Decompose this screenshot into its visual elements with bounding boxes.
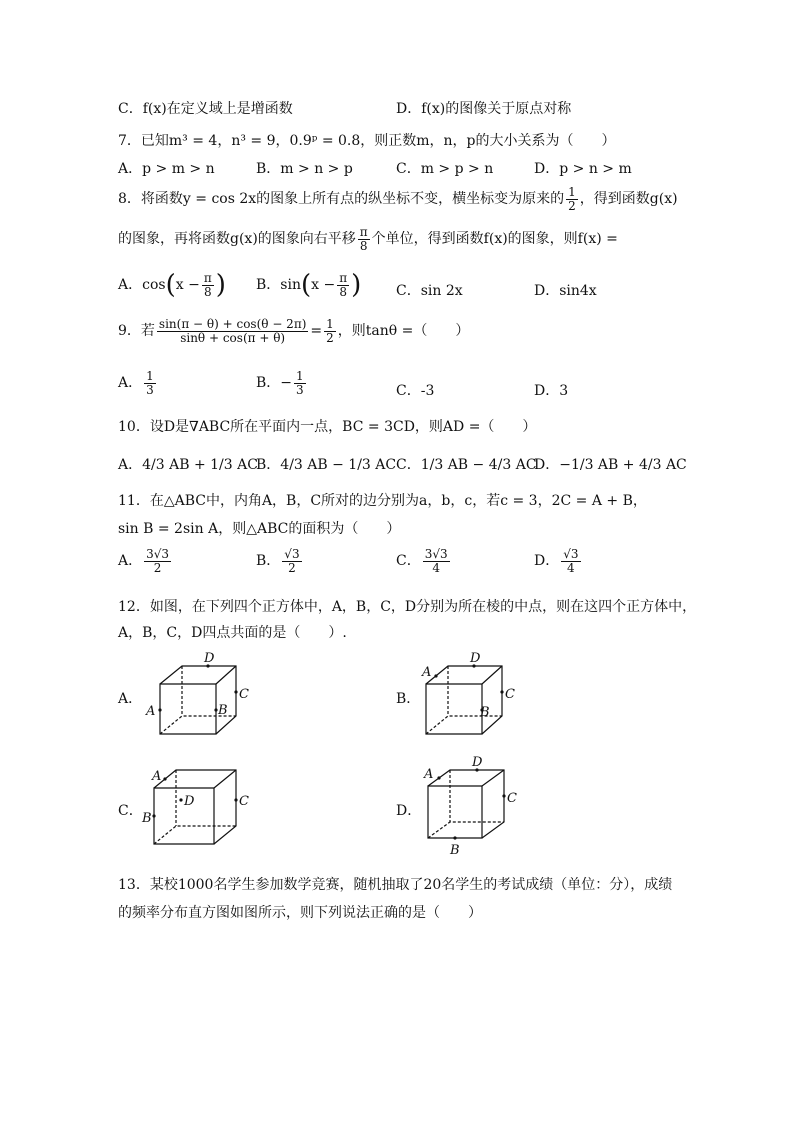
q11-option-d: D． $\frac{√3}{4}$: [534, 547, 579, 575]
q9-option-c: C．-3: [396, 383, 435, 399]
q7-option-c: C．m > p > n: [396, 161, 494, 177]
cube-c-point-a: A: [152, 769, 162, 784]
q12-option-c-label: C．: [118, 803, 143, 819]
cube-a-point-a: A: [146, 704, 156, 719]
cube-d-point-d: D: [472, 755, 483, 770]
q9-option-d: D．3: [534, 383, 569, 399]
q12-stem-line1: 12．如图，在下列四个正方体中，A，B，C，D分别为所在棱的中点，则在这四个正方体中，: [118, 599, 697, 615]
cube-figure-c: [140, 758, 260, 858]
q10-option-b: B．4/3 AB − 1/3 AC: [256, 457, 397, 473]
q8-option-a: A．cos(x − $\frac{\pi}{8}$ ): [118, 270, 226, 300]
cube-figure-b: [416, 648, 536, 748]
q8-stem-line1: 8．将函数y = cos 2x的图象上所有点的纵坐标不变，横坐标变为原来的 $\frac{1}{2}$ ，得到函数g(x): [118, 185, 678, 213]
cube-d-point-a: A: [424, 767, 434, 782]
cube-c-point-d: D: [184, 794, 195, 809]
cube-c-point-c: C: [239, 794, 249, 809]
cube-b-point-d: D: [470, 651, 481, 666]
q8-fraction-pi8: $\frac{\pi}{8}$: [359, 225, 368, 253]
q12-option-b-label: B．: [396, 691, 421, 707]
q12-option-a-label: A．: [118, 691, 143, 707]
cube-figure-d: [416, 750, 536, 860]
q6-option-d: D．f(x)的图像关于原点对称: [396, 101, 572, 117]
q8-option-d: D．sin4x: [534, 283, 597, 299]
q7-option-a: A．p > m > n: [118, 161, 215, 177]
q8-fraction-half: $\frac{1}{2}$: [568, 185, 576, 213]
q11-stem-line2: sin B = 2sin A，则△ABC的面积为（ ）: [118, 521, 401, 537]
q10-option-d: D．−1/3 AB + 4/3 AC: [534, 457, 687, 473]
q7-option-d: D．p > n > m: [534, 161, 632, 177]
q7-option-b: B．m > n > p: [256, 161, 353, 177]
cube-figure-a: [140, 648, 260, 748]
q9-option-a: A． $\frac{1}{3}$: [118, 369, 154, 397]
cube-a-point-b: B: [218, 703, 228, 718]
q11-stem-line1: 11．在△ABC中，内角A，B，C所对的边分别为a，b，c，若c = 3，2C = A + B，: [118, 493, 647, 509]
q11-option-b: B． $\frac{√3}{2}$: [256, 547, 300, 575]
q7-stem: 7．已知m³ = 4，n³ = 9，0.9ᵖ = 0.8，则正数m，n，p的大小关系为（ ）: [118, 133, 616, 149]
q8-stem-line2: 的图象，再将函数g(x)的图象向右平移 $\frac{\pi}{8}$ 个单位，得到函数f(x)的图象，则f(x) =: [118, 225, 618, 253]
q10-option-c: C．1/3 AB − 4/3 AC: [396, 457, 537, 473]
q10-stem: 10．设D是∇ABC所在平面内一点，BC = 3CD，则AD =（ ）: [118, 419, 537, 435]
q9-stem: 9．若 $\frac{\sin(\pi - \theta) + \cos(\theta - 2\pi)}{\sin\theta + \cos(\pi + \theta)}$ = $\frac{1}{2}$ ，则tanθ =（ ）: [118, 317, 470, 345]
q10-option-a: A．4/3 AB + 1/3 AC: [118, 457, 258, 473]
cube-d-point-c: C: [507, 791, 517, 806]
q8-option-b: B．sin(x − $\frac{\pi}{8}$ ): [256, 270, 362, 300]
q13-stem-line2: 的频率分布直方图如图所示，则下列说法正确的是（ ）: [118, 905, 482, 921]
q13-stem-line1: 13．某校1000名学生参加数学竞赛，随机抽取了20名学生的考试成绩（单位：分），成绩: [118, 877, 673, 893]
q12-stem-line2: A，B，C，D四点共面的是（ ）.: [118, 625, 347, 641]
cube-d-point-b: B: [450, 843, 460, 858]
cube-b-point-c: C: [505, 687, 515, 702]
q9-main-fraction: $\frac{\sin(\pi - \theta) + \cos(\theta - 2\pi)}{\sin\theta + \cos(\pi + \theta)}$: [158, 317, 307, 345]
cube-a-point-d: D: [204, 651, 215, 666]
cube-c-point-b: B: [142, 811, 152, 826]
q6-option-c: C．f(x)在定义域上是增函数: [118, 101, 293, 117]
q11-option-c: C． $\frac{3√3}{4}$: [396, 547, 448, 575]
q12-option-d-label: D．: [396, 803, 422, 819]
cube-b-point-a: A: [422, 665, 432, 680]
q9-option-b: B．− $\frac{1}{3}$: [256, 369, 304, 397]
cube-b-point-b: B: [480, 705, 490, 720]
q11-option-a: A． $\frac{3√3}{2}$: [118, 547, 170, 575]
q8-option-c: C．sin 2x: [396, 283, 463, 299]
cube-a-point-c: C: [239, 687, 249, 702]
